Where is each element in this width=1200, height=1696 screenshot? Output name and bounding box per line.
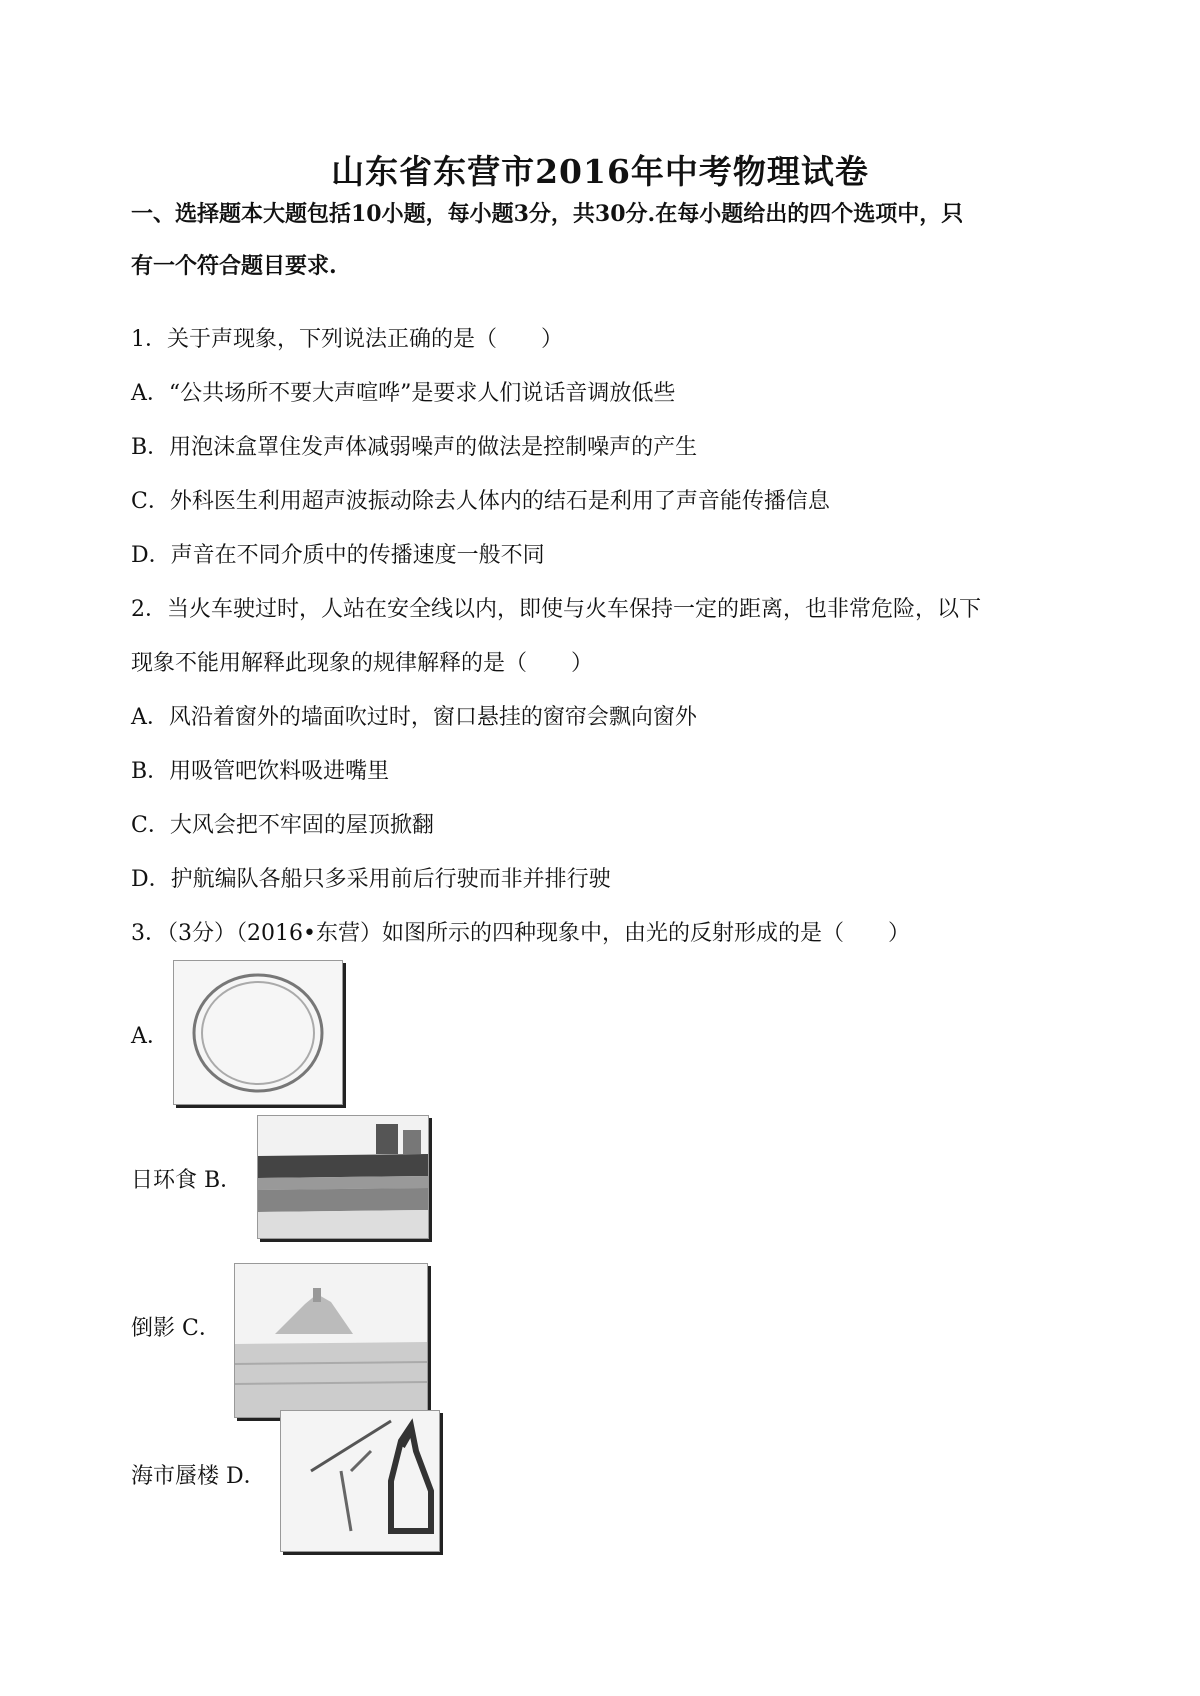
q2-option-b: B．用吸管吧饮料吸进嘴里 [131, 759, 390, 784]
q1-option-b: B．用泡沫盒罩住发声体减弱噪声的做法是控制噪声的产生 [131, 435, 698, 460]
q2-option-a: A．风沿着窗外的墙面吹过时，窗口悬挂的窗帘会飘向窗外 [131, 705, 697, 730]
section-heading-line2: 有一个符合题目要求. [131, 253, 337, 279]
q3-label-d: 海市蜃楼 D． [131, 1464, 266, 1489]
solar-eclipse-image [173, 960, 343, 1105]
exam-title: 山东省东营市2016年中考物理试卷 [331, 152, 869, 191]
q2-option-d: D．护航编队各船只多采用前后行驶而非并排行驶 [131, 867, 611, 892]
q3-label-a: A． [131, 1024, 169, 1049]
mirage-image [234, 1263, 428, 1418]
q2-option-c: C．大风会把不牢固的屋顶掀翻 [131, 813, 434, 838]
q1-stem: 1．关于声现象，下列说法正确的是（ ） [131, 327, 563, 352]
reflection-image [257, 1115, 429, 1239]
q2-stem-line2: 现象不能用解释此现象的规律解释的是（ ） [131, 651, 594, 676]
q2-stem-line1: 2．当火车驶过时，人站在安全线以内，即使与火车保持一定的距离，也非常危险，以下 [131, 597, 981, 622]
q1-option-a: A．“公共场所不要大声喧哗”是要求人们说话音调放低些 [131, 381, 676, 406]
q3-label-b: 日环食 B． [131, 1168, 243, 1193]
q1-option-c: C．外科医生利用超声波振动除去人体内的结石是利用了声音能传播信息 [131, 489, 830, 514]
q3-label-c: 倒影 C． [131, 1316, 221, 1341]
shadow-puppet-image [280, 1410, 440, 1552]
q3-stem: 3．（3分）（2016•东营）如图所示的四种现象中，由光的反射形成的是（ ） [131, 921, 910, 946]
section-heading-line1: 一、选择题本大题包括10小题，每小题3分，共30分.在每小题给出的四个选项中，只 [131, 201, 964, 227]
q1-option-d: D．声音在不同介质中的传播速度一般不同 [131, 543, 545, 568]
